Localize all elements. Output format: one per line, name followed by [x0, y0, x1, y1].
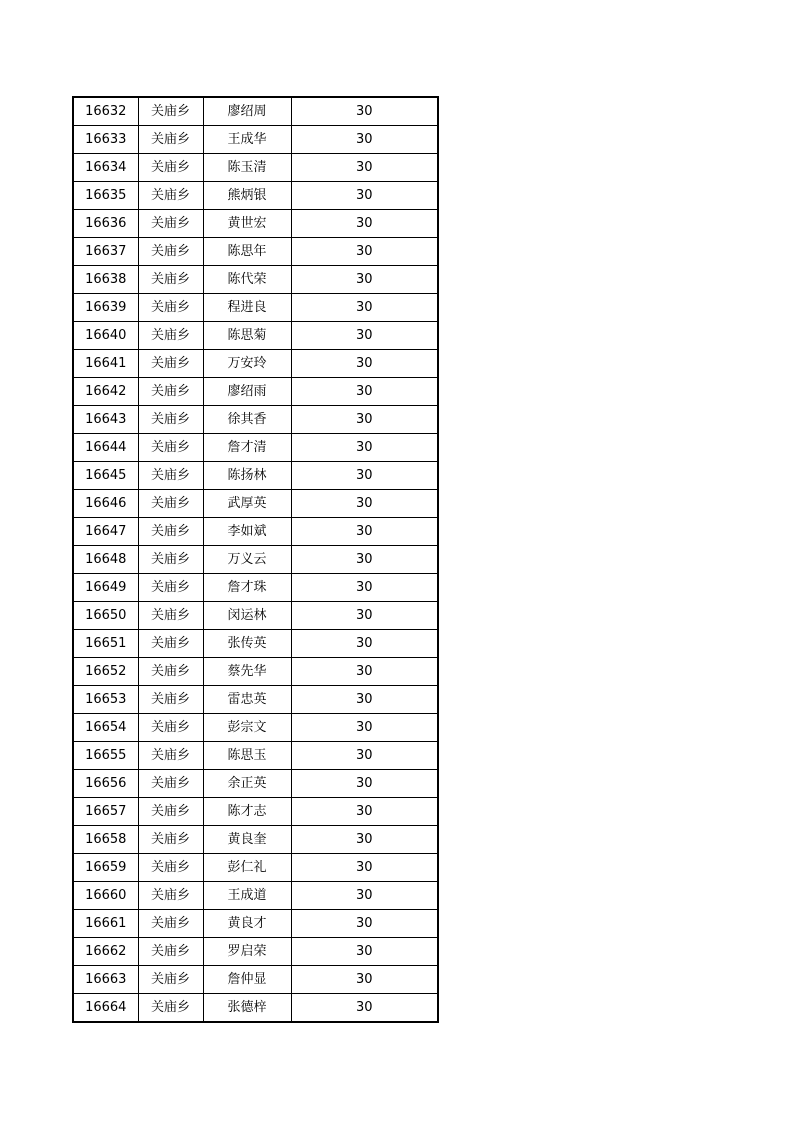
cell-amount: 30 [291, 714, 438, 742]
cell-name: 程进良 [203, 294, 291, 322]
cell-id: 16650 [73, 602, 138, 630]
table-row [73, 742, 438, 770]
cell-amount: 30 [291, 350, 438, 378]
cell-id: 16640 [73, 322, 138, 350]
cell-id: 16662 [73, 938, 138, 966]
cell-town: 关庙乡 [138, 97, 203, 126]
table-row [73, 574, 438, 602]
cell-town: 关庙乡 [138, 686, 203, 714]
cell-name: 王成道 [203, 882, 291, 910]
cell-name: 罗启荣 [203, 938, 291, 966]
cell-amount: 30 [291, 770, 438, 798]
cell-town: 关庙乡 [138, 742, 203, 770]
cell-id: 16632 [73, 97, 138, 126]
table-row [73, 434, 438, 462]
cell-town: 关庙乡 [138, 798, 203, 826]
cell-town: 关庙乡 [138, 238, 203, 266]
cell-id: 16658 [73, 826, 138, 854]
cell-id: 16645 [73, 462, 138, 490]
cell-amount: 30 [291, 126, 438, 154]
table-row [73, 210, 438, 238]
table-row [73, 798, 438, 826]
cell-amount: 30 [291, 546, 438, 574]
cell-name: 陈思菊 [203, 322, 291, 350]
table-row [73, 602, 438, 630]
cell-town: 关庙乡 [138, 182, 203, 210]
cell-name: 詹才珠 [203, 574, 291, 602]
cell-amount: 30 [291, 574, 438, 602]
cell-town: 关庙乡 [138, 406, 203, 434]
cell-amount: 30 [291, 994, 438, 1023]
cell-amount: 30 [291, 518, 438, 546]
cell-town: 关庙乡 [138, 994, 203, 1023]
cell-amount: 30 [291, 154, 438, 182]
cell-name: 蔡先华 [203, 658, 291, 686]
cell-name: 詹才清 [203, 434, 291, 462]
cell-name: 张传英 [203, 630, 291, 658]
cell-id: 16663 [73, 966, 138, 994]
cell-town: 关庙乡 [138, 378, 203, 406]
cell-id: 16644 [73, 434, 138, 462]
cell-amount: 30 [291, 938, 438, 966]
cell-town: 关庙乡 [138, 266, 203, 294]
cell-name: 徐其香 [203, 406, 291, 434]
cell-id: 16636 [73, 210, 138, 238]
cell-amount: 30 [291, 910, 438, 938]
cell-name: 陈才志 [203, 798, 291, 826]
cell-amount: 30 [291, 294, 438, 322]
cell-amount: 30 [291, 798, 438, 826]
table-row [73, 97, 438, 126]
cell-id: 16656 [73, 770, 138, 798]
table-row [73, 882, 438, 910]
cell-town: 关庙乡 [138, 826, 203, 854]
table-row [73, 658, 438, 686]
cell-name: 陈玉清 [203, 154, 291, 182]
cell-id: 16657 [73, 798, 138, 826]
cell-town: 关庙乡 [138, 126, 203, 154]
cell-town: 关庙乡 [138, 518, 203, 546]
cell-name: 雷忠英 [203, 686, 291, 714]
table-row [73, 854, 438, 882]
cell-id: 16664 [73, 994, 138, 1023]
table-row [73, 406, 438, 434]
cell-amount: 30 [291, 658, 438, 686]
cell-town: 关庙乡 [138, 966, 203, 994]
cell-town: 关庙乡 [138, 490, 203, 518]
cell-id: 16646 [73, 490, 138, 518]
cell-amount: 30 [291, 434, 438, 462]
cell-town: 关庙乡 [138, 210, 203, 238]
roster-body [73, 97, 438, 1022]
cell-id: 16655 [73, 742, 138, 770]
cell-id: 16661 [73, 910, 138, 938]
table-row [73, 714, 438, 742]
cell-name: 万义云 [203, 546, 291, 574]
cell-town: 关庙乡 [138, 630, 203, 658]
cell-amount: 30 [291, 462, 438, 490]
cell-amount: 30 [291, 602, 438, 630]
cell-town: 关庙乡 [138, 350, 203, 378]
cell-town: 关庙乡 [138, 714, 203, 742]
table-row [73, 490, 438, 518]
cell-id: 16653 [73, 686, 138, 714]
cell-amount: 30 [291, 630, 438, 658]
cell-town: 关庙乡 [138, 322, 203, 350]
cell-town: 关庙乡 [138, 294, 203, 322]
table-row [73, 910, 438, 938]
table-row [73, 182, 438, 210]
cell-name: 陈思年 [203, 238, 291, 266]
table-row [73, 546, 438, 574]
cell-town: 关庙乡 [138, 770, 203, 798]
cell-name: 彭仁礼 [203, 854, 291, 882]
cell-name: 武厚英 [203, 490, 291, 518]
cell-town: 关庙乡 [138, 434, 203, 462]
table-row [73, 686, 438, 714]
cell-id: 16647 [73, 518, 138, 546]
cell-amount: 30 [291, 210, 438, 238]
cell-amount: 30 [291, 826, 438, 854]
table-row [73, 966, 438, 994]
table-row [73, 154, 438, 182]
cell-name: 黄良奎 [203, 826, 291, 854]
cell-id: 16649 [73, 574, 138, 602]
cell-id: 16639 [73, 294, 138, 322]
cell-name: 陈代荣 [203, 266, 291, 294]
cell-id: 16648 [73, 546, 138, 574]
cell-id: 16642 [73, 378, 138, 406]
table-row [73, 322, 438, 350]
cell-name: 詹仲显 [203, 966, 291, 994]
cell-name: 陈思玉 [203, 742, 291, 770]
cell-amount: 30 [291, 490, 438, 518]
cell-name: 黄世宏 [203, 210, 291, 238]
cell-name: 张德梓 [203, 994, 291, 1023]
roster-table [72, 96, 439, 1023]
cell-name: 王成华 [203, 126, 291, 154]
cell-town: 关庙乡 [138, 462, 203, 490]
cell-id: 16643 [73, 406, 138, 434]
cell-town: 关庙乡 [138, 938, 203, 966]
cell-name: 万安玲 [203, 350, 291, 378]
cell-id: 16635 [73, 182, 138, 210]
cell-amount: 30 [291, 378, 438, 406]
cell-amount: 30 [291, 322, 438, 350]
cell-id: 16633 [73, 126, 138, 154]
cell-name: 余正英 [203, 770, 291, 798]
table-row [73, 126, 438, 154]
table-row [73, 378, 438, 406]
cell-town: 关庙乡 [138, 882, 203, 910]
cell-id: 16641 [73, 350, 138, 378]
cell-name: 廖绍周 [203, 97, 291, 126]
cell-name: 廖绍雨 [203, 378, 291, 406]
cell-id: 16638 [73, 266, 138, 294]
cell-town: 关庙乡 [138, 154, 203, 182]
cell-id: 16634 [73, 154, 138, 182]
cell-name: 陈扬林 [203, 462, 291, 490]
table-row [73, 994, 438, 1023]
cell-amount: 30 [291, 182, 438, 210]
cell-amount: 30 [291, 266, 438, 294]
table-row [73, 238, 438, 266]
table-row [73, 518, 438, 546]
table-row [73, 462, 438, 490]
table-row [73, 266, 438, 294]
cell-amount: 30 [291, 742, 438, 770]
cell-town: 关庙乡 [138, 910, 203, 938]
cell-name: 彭宗文 [203, 714, 291, 742]
table-row [73, 770, 438, 798]
cell-id: 16651 [73, 630, 138, 658]
cell-name: 李如斌 [203, 518, 291, 546]
cell-amount: 30 [291, 238, 438, 266]
table-row [73, 630, 438, 658]
cell-amount: 30 [291, 97, 438, 126]
table-row [73, 826, 438, 854]
cell-amount: 30 [291, 406, 438, 434]
cell-name: 黄良才 [203, 910, 291, 938]
table-row [73, 938, 438, 966]
cell-town: 关庙乡 [138, 854, 203, 882]
cell-id: 16654 [73, 714, 138, 742]
cell-town: 关庙乡 [138, 546, 203, 574]
table-row [73, 294, 438, 322]
cell-id: 16637 [73, 238, 138, 266]
cell-id: 16660 [73, 882, 138, 910]
cell-id: 16659 [73, 854, 138, 882]
cell-amount: 30 [291, 882, 438, 910]
cell-town: 关庙乡 [138, 574, 203, 602]
cell-name: 闵运林 [203, 602, 291, 630]
cell-id: 16652 [73, 658, 138, 686]
cell-name: 熊炳银 [203, 182, 291, 210]
cell-amount: 30 [291, 966, 438, 994]
cell-town: 关庙乡 [138, 658, 203, 686]
cell-amount: 30 [291, 854, 438, 882]
table-row [73, 350, 438, 378]
cell-town: 关庙乡 [138, 602, 203, 630]
cell-amount: 30 [291, 686, 438, 714]
